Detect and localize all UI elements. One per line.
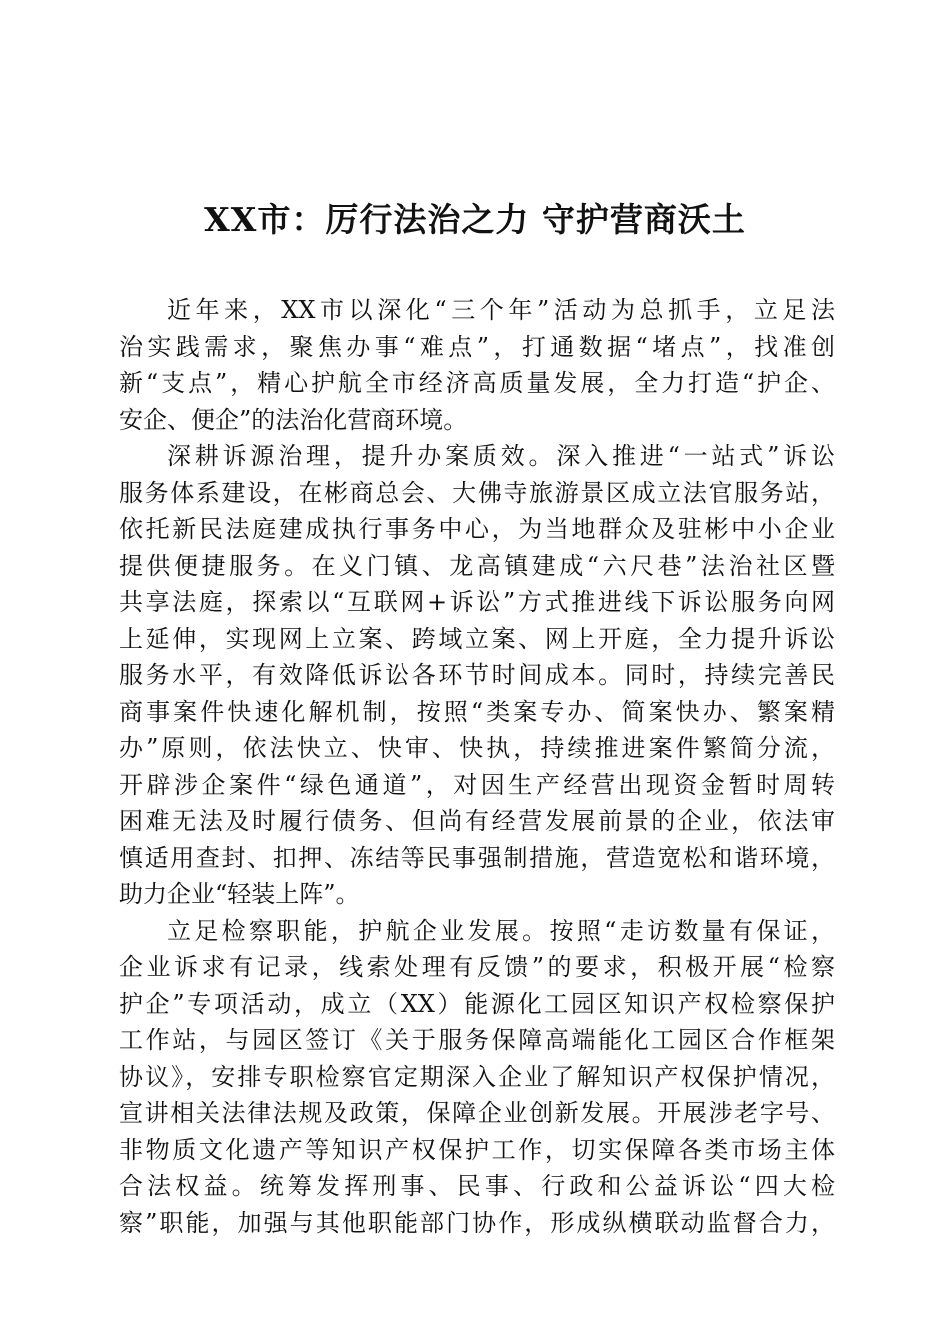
text-line: 商事案件快速化解机制，按照“类案专办、简案快办、繁案精 [119, 697, 835, 726]
text-line: 慎适用查封、扣押、冻结等民事强制措施，营造宽松和谐环境， [119, 843, 835, 872]
text-line: 共享法庭，探索以“互联网+诉讼”方式推进线下诉讼服务向网 [119, 588, 835, 616]
text-line: 提供便捷服务。在义门镇、龙高镇建成“六尺巷”法治社区暨 [119, 551, 835, 580]
text-line: 立足检察职能，护航企业发展。按照“走访数量有保证， [167, 916, 835, 945]
text-line: 企业诉求有记录，线索处理有反馈”的要求，积极开展“检察 [119, 953, 835, 981]
text-line: 助力企业“轻装上阵”。 [119, 880, 360, 908]
text-line: 治实践需求，聚焦办事“难点”，打通数据“堵点”，找准创 [119, 332, 835, 361]
text-line: 近年来，XX市以深化“三个年”活动为总抓手，立足法 [167, 296, 835, 324]
paragraph [119, 438, 835, 913]
text-line: 工作站，与园区签订《关于服务保障高端能化工园区合作框架 [119, 1026, 835, 1054]
text-line: 宣讲相关法律法规及政策，保障企业创新发展。开展涉老字号、 [119, 1099, 835, 1127]
text-line: 办”原则，依法快立、快审、快执，持续推进案件繁简分流， [119, 734, 835, 762]
paragraph [119, 292, 835, 438]
text-line: 护企”专项活动，成立（XX）能源化工园区知识产权检察保护 [119, 989, 835, 1018]
text-line: 服务水平，有效降低诉讼各环节时间成本。同时，持续完善民 [119, 661, 835, 689]
text-line: 合法权益。统筹发挥刑事、民事、行政和公益诉讼“四大检 [119, 1172, 835, 1200]
text-line: 依托新民法庭建成执行事务中心，为当地群众及驻彬中小企业 [119, 515, 835, 543]
text-line: 新“支点”，精心护航全市经济高质量发展，全力打造“护企、 [119, 369, 835, 397]
document-body [119, 292, 835, 1241]
text-line: 察”职能，加强与其他职能部门协作，形成纵横联动监督合力， [119, 1208, 835, 1237]
paragraph [119, 913, 835, 1242]
text-line: 安企、便企”的法治化营商环境。 [119, 405, 468, 434]
text-line: 非物质文化遗产等知识产权保护工作，切实保障各类市场主体 [119, 1135, 835, 1164]
text-line: 协议》，安排专职检察官定期深入企业了解知识产权保护情况， [119, 1062, 835, 1091]
text-line: 开辟涉企案件“绿色通道”，对因生产经营出现资金暂时周转 [119, 770, 835, 799]
text-line: 上延伸，实现网上立案、跨域立案、网上开庭，全力提升诉讼 [119, 624, 835, 653]
text-line: 服务体系建设，在彬商总会、大佛寺旅游景区成立法官服务站， [119, 478, 835, 507]
text-line: 深耕诉源治理，提升办案质效。深入推进“一站式”诉讼 [167, 442, 835, 470]
document-title: XX市：厉行法治之力 守护营商沃土 [204, 200, 746, 239]
text-line: 困难无法及时履行债务、但尚有经营发展前景的企业，依法审 [119, 807, 835, 835]
